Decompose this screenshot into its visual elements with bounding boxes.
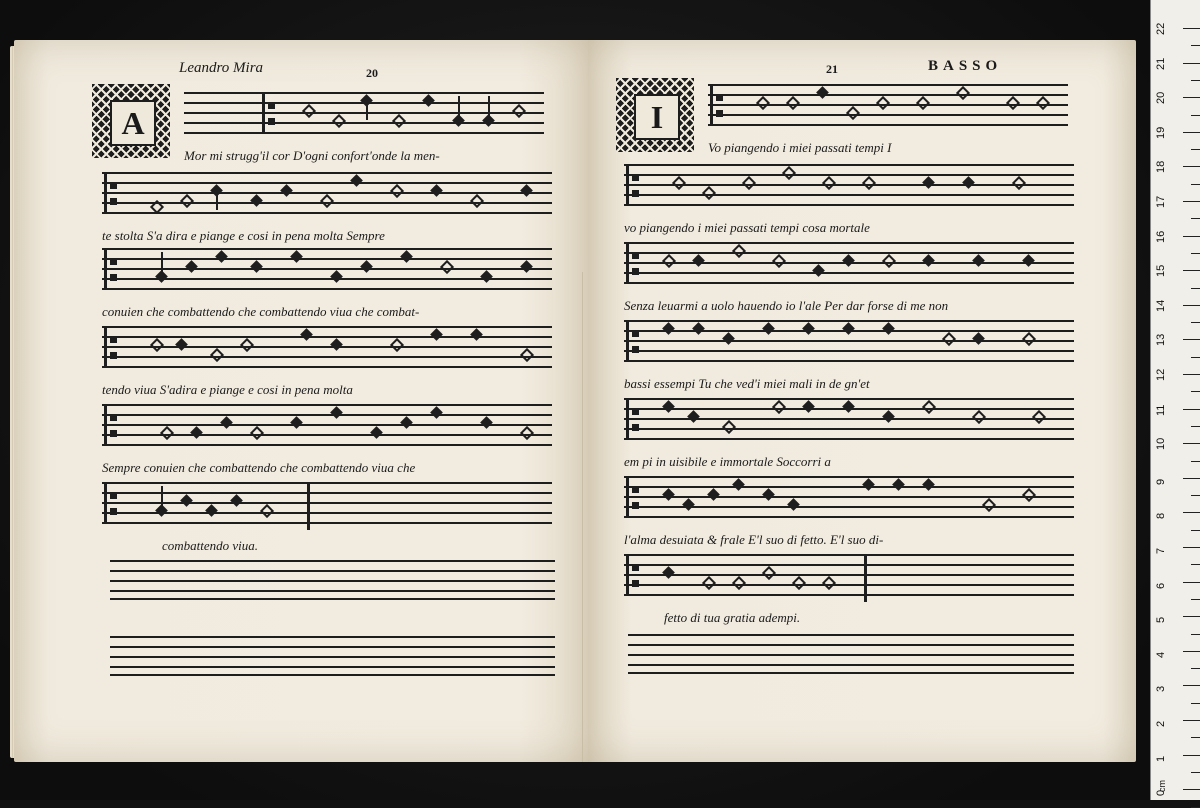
ruler-tick <box>1191 772 1200 773</box>
staff <box>624 164 1074 212</box>
ruler-tick <box>1183 305 1200 306</box>
ruler-tick <box>1191 599 1200 600</box>
lyric-line: conuien che combattendo che combattendo viua che combat- <box>102 304 420 319</box>
staff <box>708 84 1068 132</box>
clef-icon <box>710 86 727 124</box>
ruler-tick <box>1191 391 1200 392</box>
ruler-tick <box>1183 97 1200 98</box>
ruler-tick <box>1191 149 1200 150</box>
lyric-line: tendo viua S'adira e piange e cosi in pena molta <box>102 382 353 397</box>
ruler-tick <box>1183 339 1200 340</box>
clef-icon <box>104 484 121 522</box>
ruler-number: 11 <box>1155 404 1167 416</box>
ruler-tick <box>1191 495 1200 496</box>
ruler-number: 14 <box>1155 299 1167 312</box>
ruler-number: 2 <box>1155 720 1167 727</box>
ruler-tick <box>1191 668 1200 669</box>
ruler-tick <box>1183 789 1200 790</box>
staff <box>184 92 544 140</box>
ruler-unit-label: cm <box>1157 780 1167 792</box>
page-number-left: 20 <box>366 66 378 80</box>
ruler-tick <box>1183 512 1200 513</box>
lyric-line: em pi in uisibile e immortale Soccorri a <box>624 454 831 469</box>
ruler-tick <box>1183 409 1200 410</box>
ruler-tick <box>1183 616 1200 617</box>
music-system-4 <box>624 320 1074 391</box>
music-system-2 <box>624 164 1074 235</box>
initial-letter: I <box>634 94 680 140</box>
clef-icon <box>626 244 643 282</box>
ruler-tick <box>1191 461 1200 462</box>
ruler-number: 1 <box>1155 755 1167 762</box>
clef-icon <box>104 406 121 444</box>
lyric-line: l'alma desuiata & frale E'l suo di fetto. E'l suo di- <box>624 532 884 547</box>
music-system-1 <box>184 92 544 163</box>
ruler-tick <box>1191 218 1200 219</box>
final-barline <box>307 482 310 530</box>
ruler-tick <box>1191 703 1200 704</box>
ruler-tick <box>1183 582 1200 583</box>
lyric-line: combattendo viua. <box>162 538 259 553</box>
music-system-1 <box>708 84 1068 155</box>
staff <box>102 172 552 220</box>
music-system-4 <box>102 326 552 397</box>
composer-header: Leandro Mira <box>179 60 264 76</box>
open-book <box>10 32 1138 770</box>
ruler-number: 20 <box>1155 91 1167 105</box>
clef-icon <box>104 174 121 212</box>
ruler-tick <box>1191 184 1200 185</box>
ruler-tick <box>1183 755 1200 756</box>
empty-staff <box>628 634 1074 674</box>
ruler-tick <box>1191 357 1200 358</box>
ruler-tick <box>1183 132 1200 133</box>
ruler-tick <box>1183 685 1200 686</box>
ruler-number: 0 <box>1155 790 1167 797</box>
staff <box>624 242 1074 290</box>
ruler-tick <box>1183 651 1200 652</box>
staff <box>102 482 552 530</box>
ruler-tick <box>1191 426 1200 427</box>
music-system-6 <box>624 476 1074 547</box>
clef-icon <box>626 400 643 438</box>
ruler-tick <box>1191 634 1200 635</box>
staff <box>624 398 1074 446</box>
clef-icon <box>104 328 121 366</box>
ruler-tick <box>1191 737 1200 738</box>
ruler-tick <box>1191 115 1200 116</box>
clef-icon <box>626 478 643 516</box>
measurement-ruler <box>1150 0 1200 800</box>
final-barline <box>864 554 867 602</box>
ruler-tick <box>1183 201 1200 202</box>
ruler-tick <box>1191 253 1200 254</box>
ruler-tick <box>1191 288 1200 289</box>
ruler-tick <box>1183 28 1200 29</box>
music-system-5 <box>102 404 552 475</box>
ruler-tick <box>1183 63 1200 64</box>
ruler-tick <box>1183 236 1200 237</box>
lyric-line: Mor mi strugg'il cor D'ogni confort'onde la men- <box>184 148 440 163</box>
lyric-line: te stolta S'a dira e piange e cosi in pena molta Sempre <box>102 228 385 243</box>
ruler-tick <box>1191 322 1200 323</box>
decorated-initial-left <box>92 84 170 158</box>
music-system-7 <box>624 554 1074 625</box>
ruler-tick <box>1183 374 1200 375</box>
ruler-number: 18 <box>1155 161 1167 174</box>
ruler-tick <box>1183 720 1200 721</box>
clef-icon <box>262 94 279 132</box>
lyric-line: Vo piangendo i miei passati tempi I <box>708 140 892 155</box>
clef-icon <box>626 166 643 204</box>
clef-icon <box>626 556 643 594</box>
clef-icon <box>104 250 121 288</box>
voice-part-title: BASSO <box>928 58 1003 74</box>
staff <box>102 326 552 374</box>
ruler-tick <box>1191 45 1200 46</box>
empty-staff <box>110 636 555 676</box>
staff <box>102 404 552 452</box>
right-page <box>588 40 1136 762</box>
staff <box>624 320 1074 368</box>
music-system-3 <box>102 248 552 319</box>
decorated-initial-right <box>616 78 694 152</box>
ruler-tick <box>1191 564 1200 565</box>
ruler-number: 21 <box>1155 57 1167 70</box>
ruler-number: 9 <box>1155 478 1167 485</box>
ruler-tick <box>1183 443 1200 444</box>
ruler-tick <box>1191 807 1200 808</box>
music-system-5 <box>624 398 1074 469</box>
ruler-number: 8 <box>1155 513 1167 520</box>
music-system-3 <box>624 242 1074 313</box>
ruler-number: 19 <box>1155 126 1167 139</box>
left-page <box>14 40 588 762</box>
ruler-number: 15 <box>1155 264 1167 278</box>
initial-letter: A <box>110 100 156 146</box>
ruler-number: 17 <box>1155 195 1167 208</box>
music-system-6 <box>102 482 552 553</box>
ruler-tick <box>1183 166 1200 167</box>
staff <box>624 476 1074 524</box>
ruler-tick <box>1183 478 1200 479</box>
ruler-number: 5 <box>1155 617 1167 624</box>
ruler-number: 4 <box>1155 651 1167 658</box>
ruler-number: 3 <box>1155 686 1167 693</box>
ruler-number: 6 <box>1155 582 1167 589</box>
staff <box>102 248 552 296</box>
lyric-line: Sempre conuien che combattendo che combattendo viua che <box>102 460 416 475</box>
lyric-line: fetto di tua gratia adempi. <box>664 610 801 625</box>
empty-staff <box>110 560 555 600</box>
ruler-number: 16 <box>1155 230 1167 243</box>
ruler-number: 7 <box>1155 547 1167 554</box>
lyric-line: vo piangendo i miei passati tempi cosa mortale <box>624 220 870 235</box>
clef-icon <box>626 322 643 360</box>
ruler-tick <box>1191 80 1200 81</box>
ruler-number: 10 <box>1155 437 1167 451</box>
music-system-2 <box>102 172 552 243</box>
lyric-line: bassi essempi Tu che ved'i miei mali in de gn'et <box>624 376 870 391</box>
staff <box>624 554 1074 602</box>
page-number-right: 21 <box>826 62 838 76</box>
ruler-tick <box>1183 547 1200 548</box>
ruler-number: 13 <box>1155 334 1167 347</box>
ruler-number: 22 <box>1155 22 1167 35</box>
ruler-number: 12 <box>1155 368 1167 381</box>
ruler-tick <box>1191 530 1200 531</box>
ruler-tick <box>1183 270 1200 271</box>
lyric-line: Senza leuarmi a uolo hauendo io l'ale Per dar forse di me non <box>624 298 949 313</box>
